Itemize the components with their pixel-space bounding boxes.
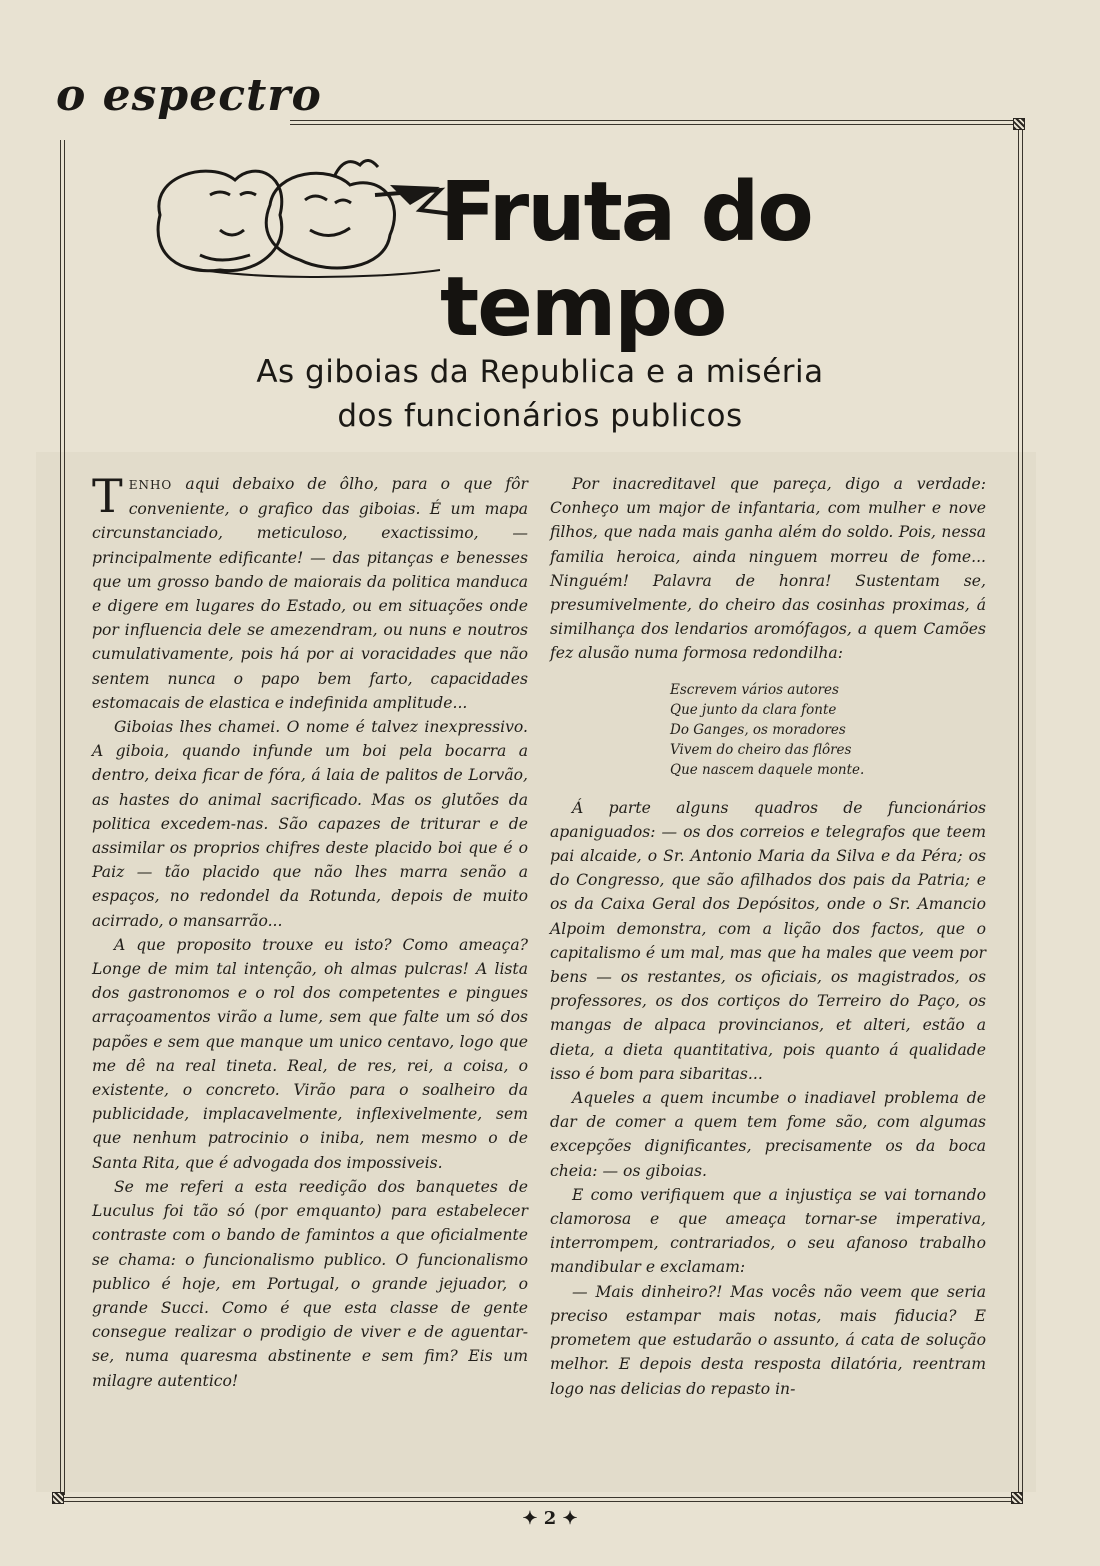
verse-line: Escrevem vários autores [670,681,839,698]
paragraph: A que proposito trouxe eu isto? Como ameaça? Longe de mim tal intenção, oh almas pulcras! A lista dos gastronomos e o rol dos competentes e pingues arraçoamentos virão a lume, sem que falte um só dos papões e sem que manque um unico centavo, logo que me dê na real tineta. Real, de res, rei, a coisa, o existente, o concreto. Virão para o soalheiro da publicidade, implacavelmente, inflexivelmente, sem que nenhum patrocinio o iniba, nem mesmo o de Santa Rita, que é advogada dos impossiveis. [92,935,528,1172]
frame-rule-bottom [60,1497,1022,1498]
headline-line-1: As giboias da Republica e a miséria [256,354,824,390]
smallcaps-lead: ENHO [128,478,173,492]
corner-ornament-bottom-right [1011,1492,1023,1504]
frame-rule-left-inner [64,140,65,1495]
paragraph-text: aqui debaixo de ôlho, para o que fôr conveniente, o grafico das giboias. É um mapa circunstanciado, meticuloso, exactissimo, — principalmente edificante! — das pitanças e benesses que um grosso bando de maiorais da politica manduca e digere em lugares do Estado, ou em situações onde por influencia dele se amezendram, ou nuns e noutros cumulativamente, pois há por ai voracidades que não sentem nunca o papo bem farto, capacidades estomacais de elastica e indefinida amplitude... [92,475,528,712]
frame-rule-top [290,120,1020,121]
paragraph: Por inacreditavel que pareça, digo a verdade: Conheço um major de infantaria, com mulher e nove filhos, que nada mais ganha além do soldo. Pois, nessa familia heroica, ainda ninguem morreu de fome... Ninguém! Palavra de honra! Sustentam se, presumivelmente, do cheiro das cosinhas proximas, á similhança dos lendarios aromófagos, a quem Camões fez alusão numa formosa redondilha: [550,475,986,663]
frame-rule-left [60,140,61,1495]
paragraph: Giboias lhes chamei. O nome é talvez inexpressivo. A giboia, quando infunde um boi pela bocarra a dentro, deixa ficar de fóra, á laia de palitos de Lorvão, as hastes do animal sacrificado. Mas os glutões da politica excedem-nas. São capazes de triturar e de assimilar os proprios chifres deste placido boi que é o Paiz — tão placido que não lhes marra senão a espaços, no redondel da Rotunda, depois de muito acirrado, o mansarrão... [92,718,528,930]
frame-rule-top-inner [290,124,1020,125]
frame-rule-bottom-inner [60,1501,1022,1502]
verse-quote [670,680,986,780]
paragraph: Á parte alguns quadros de funcionários apaniguados: — os dos correios e telegrafos que teem pai alcaide, o Sr. Antonio Maria da Silva e da Péra; os do Congresso, que são afilhados dos pais da Patria; e os da Caixa Geral dos Depósitos, onde o Sr. Amancio Alpoim demonstra, com a lição dos factos, que o capitalismo é um mal, mas que ha males que veem por bens — os restantes, os oficiais, os magistrados, os professores, os dos cortiços do Terreiro do Paço, os mangas de alpaca provincianos, et alteri, estão a dieta, a dieta quantitativa, pois quanto á qualidade isso é bom para sibaritas... [550,798,986,1083]
paragraph: Aqueles a quem incumbe o inadiavel problema de dar de comer a quem tem fome são, com algumas excepções dignificantes, precisamente os da boca cheia: — os giboias. [550,1089,986,1180]
headline-line-2: dos funcionários publicos [337,398,743,434]
verse-line: Que nascem daquele monte. [670,761,865,778]
paragraph: Se me referi a esta reedição dos banquetes de Luculus foi tão só (por emquanto) para estabelecer contraste com o bando de famintos a que oficialmente se chama: o funcionalismo publico. O funcionalismo publico é hoje, em Portugal, o grande jejuador, o grande Succi. Como é que esta classe de gente consegue realizar o prodigio de viver e de aguentar-se, numa quaresma abstinente e sem fim? Eis um milagre autentico! [92,1177,528,1390]
paragraph: — Mais dinheiro?! Mas vocês não veem que seria preciso estampar mais notas, mais fiducia? E prometem que estudarão o assunto, á cata de solução melhor. E depois desta resposta dilatória, reentram logo nas delicias do repasto in- [550,1282,986,1398]
verse-line: Vivem do cheiro das flôres [670,741,852,758]
verse-line: Do Ganges, os moradores [670,721,846,738]
section-title: Fruta do tempo [440,165,812,355]
corner-ornament-bottom-left [52,1492,64,1504]
verse-line: Que junto da clara fonte [670,701,837,718]
paragraph [92,469,528,715]
masthead-logo: o espectro [56,70,322,121]
article-column-left [92,469,528,1393]
corner-ornament-top-right [1013,118,1025,130]
page-number: ✦ 2 ✦ [522,1508,578,1529]
drop-cap: T [92,469,123,523]
article-headline [100,350,980,438]
paragraph: E como verifiquem que a injustiça se vai tornando clamorosa e que ameaça tornar-se imperativa, interrompem, contrariados, o seu afanoso trabalho mandibular e exclamam: [550,1185,986,1277]
article-column-right [550,472,986,1401]
